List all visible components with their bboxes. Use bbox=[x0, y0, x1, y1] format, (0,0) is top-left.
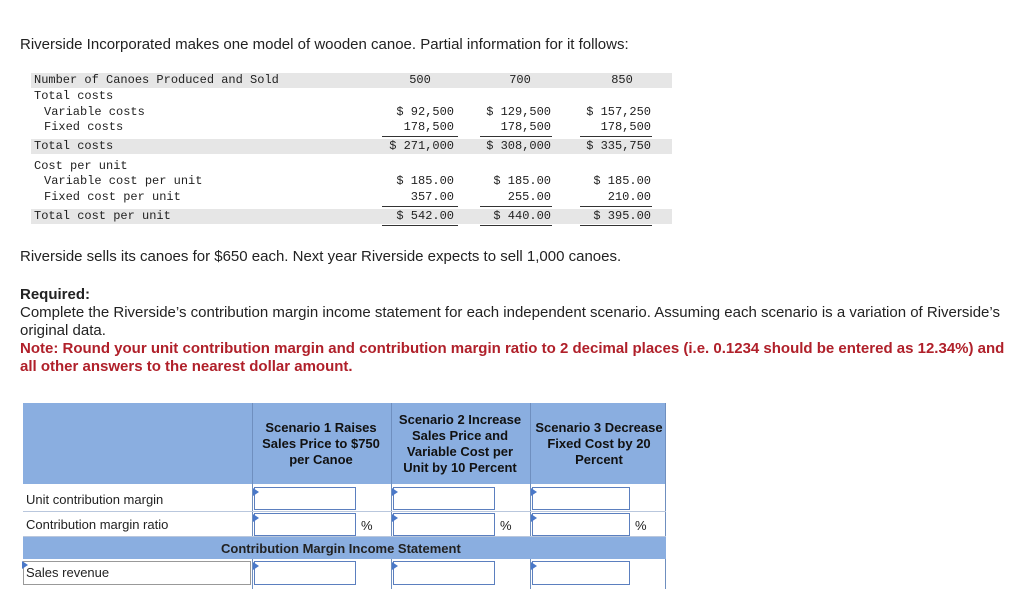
fixed-costs-row bbox=[31, 120, 672, 135]
header-label: Number of Canoes Produced and Sold bbox=[34, 73, 279, 87]
variable-cost-per-unit-label: Variable cost per unit bbox=[44, 174, 203, 188]
percent-sign: % bbox=[361, 518, 373, 533]
input-marker-icon bbox=[531, 514, 537, 522]
row-label-ucm: Unit contribution margin bbox=[26, 492, 164, 507]
scenario-1-header: Scenario 1 Raises Sales Price to $750 per Canoe bbox=[262, 419, 380, 467]
cmis-title: Contribution Margin Income Statement bbox=[221, 541, 461, 556]
total-cost-per-unit-row bbox=[31, 209, 672, 224]
input-marker-icon bbox=[253, 514, 259, 522]
cmr-input-scenario-3[interactable] bbox=[532, 513, 630, 536]
fcpu-850: 210.00 bbox=[607, 190, 651, 204]
cmr-input-scenario-2[interactable] bbox=[393, 513, 495, 536]
variable-costs-850: $ 157,250 bbox=[586, 105, 651, 119]
required-text: Complete the Riverside’s contribution margin income statement for each independent scenario. Assuming each scenario is a variation of Riverside’s original data. bbox=[20, 304, 1000, 339]
fcpu-500: 357.00 bbox=[410, 190, 454, 204]
total-costs-row bbox=[31, 139, 672, 154]
cmr-input-scenario-1[interactable] bbox=[254, 513, 356, 536]
underline bbox=[382, 136, 458, 137]
cost-table-header-row bbox=[31, 73, 672, 88]
row-divider bbox=[23, 511, 666, 512]
underline bbox=[580, 136, 652, 137]
underline bbox=[480, 206, 552, 207]
total-costs-heading-row bbox=[31, 89, 672, 104]
scenario-2-header: Scenario 2 Increase Sales Price and Variable Cost per Unit by 10 Percent bbox=[398, 411, 522, 475]
sales-input-scenario-3[interactable] bbox=[532, 561, 630, 585]
col-700: 700 bbox=[509, 73, 531, 87]
sales-input-scenario-2[interactable] bbox=[393, 561, 495, 585]
underline bbox=[480, 136, 552, 137]
total-costs-700: $ 308,000 bbox=[486, 139, 551, 153]
cost-per-unit-heading-row bbox=[31, 159, 672, 174]
vcpu-700: $ 185.00 bbox=[493, 174, 551, 188]
total-costs-500: $ 271,000 bbox=[389, 139, 454, 153]
fixed-costs-700: 178,500 bbox=[500, 120, 551, 134]
input-marker-icon bbox=[253, 562, 259, 570]
input-marker-icon bbox=[531, 488, 537, 496]
double-underline bbox=[382, 225, 458, 226]
col-850: 850 bbox=[611, 73, 633, 87]
input-marker-icon bbox=[253, 488, 259, 496]
variable-costs-label: Variable costs bbox=[44, 105, 145, 119]
column-divider bbox=[665, 403, 666, 589]
percent-sign: % bbox=[500, 518, 512, 533]
underline bbox=[382, 206, 458, 207]
fixed-costs-label: Fixed costs bbox=[44, 120, 124, 134]
double-underline bbox=[480, 225, 552, 226]
sells-text: Riverside sells its canoes for $650 each. Next year Riverside expects to sell 1,000 canoes. bbox=[20, 248, 622, 265]
input-marker-icon bbox=[392, 514, 398, 522]
total-cost-per-unit-label: Total cost per unit bbox=[34, 209, 171, 223]
row-label-cmr: Contribution margin ratio bbox=[26, 517, 169, 532]
percent-sign: % bbox=[635, 518, 647, 533]
double-underline bbox=[580, 225, 652, 226]
total-costs-heading: Total costs bbox=[34, 89, 114, 103]
total-costs-850: $ 335,750 bbox=[586, 139, 651, 153]
col-500: 500 bbox=[409, 73, 431, 87]
vcpu-850: $ 185.00 bbox=[593, 174, 651, 188]
vcpu-500: $ 185.00 bbox=[396, 174, 454, 188]
underline bbox=[580, 206, 652, 207]
fixed-costs-850: 178,500 bbox=[600, 120, 651, 134]
fixed-cost-per-unit-label: Fixed cost per unit bbox=[44, 190, 181, 204]
note-text: Note: Round your unit contribution margin and contribution margin ratio to 2 decimal places (i.e. 0.1234 should be entered as 12.34%) and all other answers to the nearest dollar amount. bbox=[20, 340, 1005, 375]
scenario-3-header: Scenario 3 Decrease Fixed Cost by 20 Percent bbox=[535, 419, 663, 467]
answer-grid bbox=[23, 403, 666, 589]
tcpu-850: $ 395.00 bbox=[593, 209, 651, 223]
ucm-input-scenario-1[interactable] bbox=[254, 487, 356, 510]
tcpu-500: $ 542.00 bbox=[396, 209, 454, 223]
fixed-cost-per-unit-row bbox=[31, 190, 672, 205]
variable-cost-per-unit-row bbox=[31, 174, 672, 189]
fcpu-700: 255.00 bbox=[507, 190, 551, 204]
cost-per-unit-heading: Cost per unit bbox=[34, 159, 128, 173]
variable-costs-row bbox=[31, 105, 672, 120]
ucm-input-scenario-2[interactable] bbox=[393, 487, 495, 510]
total-costs-label: Total costs bbox=[34, 139, 114, 153]
ucm-input-scenario-3[interactable] bbox=[532, 487, 630, 510]
sales-input-scenario-1[interactable] bbox=[254, 561, 356, 585]
intro-text: Riverside Incorporated makes one model of wooden canoe. Partial information for it follows: bbox=[20, 36, 629, 53]
row-label-sales: Sales revenue bbox=[26, 565, 110, 580]
input-marker-icon bbox=[531, 562, 537, 570]
variable-costs-500: $ 92,500 bbox=[396, 105, 454, 119]
required-title: Required: bbox=[20, 286, 91, 303]
input-marker-icon bbox=[392, 562, 398, 570]
input-marker-icon bbox=[392, 488, 398, 496]
fixed-costs-500: 178,500 bbox=[403, 120, 454, 134]
variable-costs-700: $ 129,500 bbox=[486, 105, 551, 119]
tcpu-700: $ 440.00 bbox=[493, 209, 551, 223]
